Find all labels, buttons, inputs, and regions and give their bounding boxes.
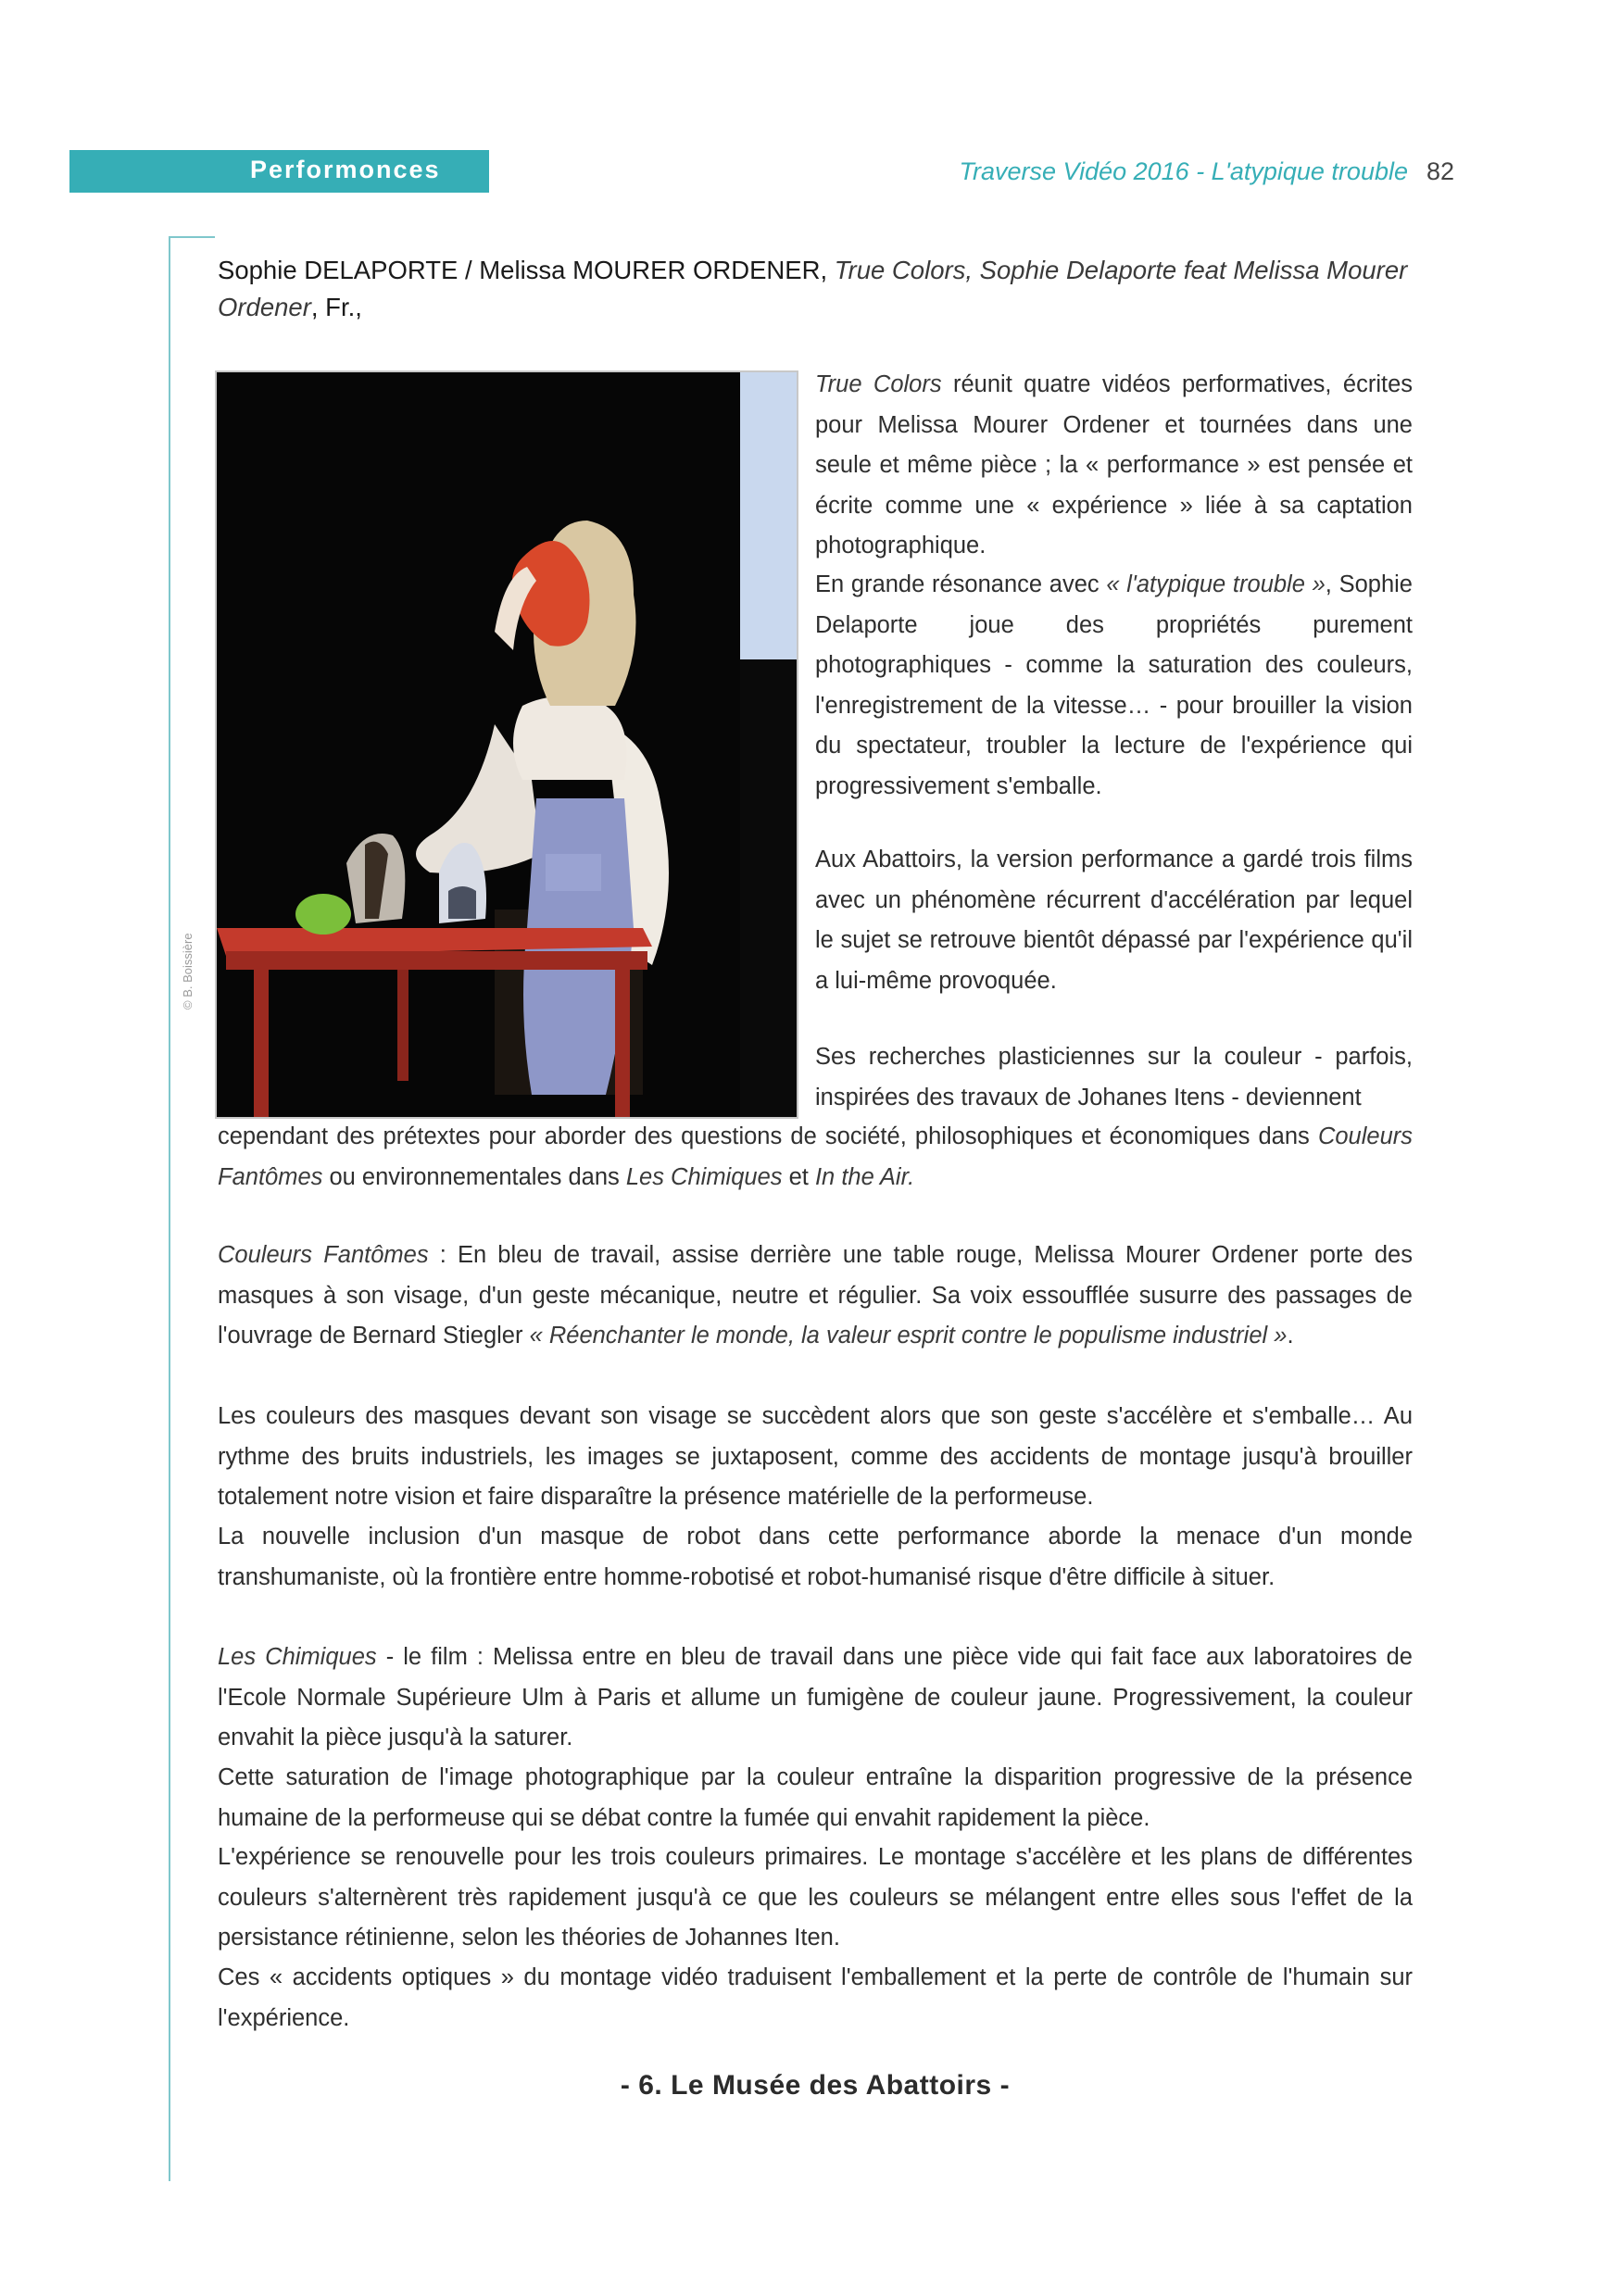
- country: , Fr.,: [310, 293, 362, 321]
- paragraph-couleurs-fantomes: Couleurs Fantômes : En bleu de travail, assise derrière une table rouge, Melissa Mourer Ordener porte des masques à son visage, d'un geste mécanique, neutre et régulier. Sa voix essoufflée susurre des passages de l'ouvrage de Bernard Stiegler « Réenchanter le monde, la valeur esprit contre le populisme industriel ».: [218, 1242, 1413, 1349]
- page-number: 82: [1426, 157, 1455, 185]
- paragraph-resonance: En grande résonance avec « l'atypique trouble », Sophie Delaporte joue des propriétés purement photographiques - comme la saturation des couleurs, l'enregistrement de la vitesse… - pour brouiller la vision du spectateur, troubler la lecture de l'expérience qui progressivement s'emballe.: [815, 571, 1413, 799]
- paragraph-masks: Les couleurs des masques devant son visage se succèdent alors que son geste s'accélère et s'emballe… Au rythme des bruits industriels, les images se juxtaposent, comme des accidents de montage jusqu'à brouiller totalement notre vision et faire disparaître la présence matérielle de la performeuse.: [218, 1403, 1413, 1510]
- running-head: Traverse Vidéo 2016 - L'atypique trouble: [959, 157, 1408, 185]
- paragraph-les-chimiques: Les Chimiques - le film : Melissa entre en bleu de travail dans une pièce vide qui fait face aux laboratoires de l'Ecole Normale Supérieure Ulm à Paris et allume un fumigène de couleur jaune. Progressivement, la couleur envahit la pièce jusqu'à la saturer.: [218, 1644, 1413, 1750]
- margin-rule: [169, 236, 170, 2181]
- paragraph-abattoirs: Aux Abattoirs, la version performance a gardé trois films avec un phénomène récurrent d'accélération par lequel le sujet se retrouve bientôt dépassé par l'expérience qu'il a lui-même provoquée.: [815, 847, 1413, 994]
- section-footer: - 6. Le Musée des Abattoirs -: [620, 2070, 1011, 2101]
- performance-photo: [215, 370, 798, 1119]
- paragraph-intro: True Colors réunit quatre vidéos performatives, écrites pour Melissa Mourer Ordener et tournées dans une seule et même pièce ; la « performance » est pensée et écrite comme une « expérience » liée à sa captation photographique.: [815, 371, 1414, 558]
- margin-rule-top: [169, 236, 215, 238]
- photo-credit: © B. Boissière: [181, 933, 195, 1010]
- paragraph-robot: La nouvelle inclusion d'un masque de robot dans cette performance aborde la menace d'un monde transhumaniste, où la frontière entre homme-robotisé et robot-humanisé risque d'être difficile à situer.: [218, 1524, 1413, 1590]
- work-title: True Colors, Sophie Delaporte feat Melissa Mourer Ordener: [218, 256, 1408, 321]
- section-tab-label: Performonces: [250, 156, 441, 183]
- article-title: [218, 252, 1413, 326]
- performance-photo-illustration: [217, 372, 797, 1117]
- paragraph-research-start: Ses recherches plasticiennes sur la couleur - parfois, inspirées des travaux de Johanes Itens - deviennent: [815, 1044, 1413, 1110]
- paragraph-research-end: cependant des prétextes pour aborder des questions de société, philosophiques et économiques dans Couleurs Fantômes ou environnementales dans Les Chimiques et In the Air.: [218, 1123, 1413, 1190]
- authors: Sophie DELAPORTE / Melissa MOURER ORDENER,: [218, 256, 828, 284]
- work-name: True Colors: [815, 371, 942, 397]
- paragraph-saturation: Cette saturation de l'image photographique par la couleur entraîne la disparition progressive de la présence humaine de la performeuse qui se débat contre la fumée qui envahit rapidement la pièce.: [218, 1764, 1413, 1831]
- paragraph-primaries: L'expérience se renouvelle pour les trois couleurs primaires. Le montage s'accélère et les plans de différentes couleurs s'alternèrent très rapidement jusqu'à ce que les couleurs se mélangent entre elles sous l'effet de la persistance rétinienne, selon les théories de Johannes Iten.: [218, 1844, 1413, 1951]
- paragraph-accidents: Ces « accidents optiques » du montage vidéo traduisent l'emballement et la perte de contrôle de l'humain sur l'expérience.: [218, 1964, 1413, 2031]
- section-tab: [69, 150, 489, 193]
